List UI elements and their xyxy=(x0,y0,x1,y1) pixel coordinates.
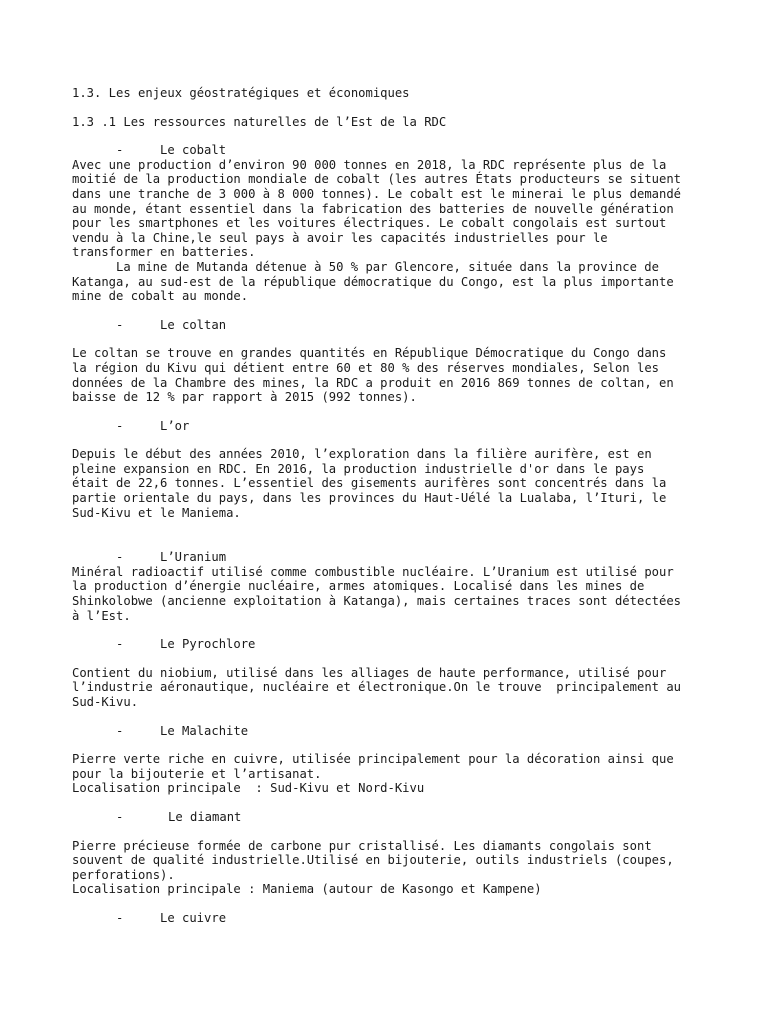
text-line: Sud-Kivu et le Maniema. xyxy=(72,505,241,520)
bullet-dash: - xyxy=(116,809,124,824)
section-heading: 1.3. Les enjeux géostratégiques et économiques xyxy=(72,86,410,100)
bullet-dash: - xyxy=(116,418,124,433)
bullet-dash: - xyxy=(116,910,124,925)
bullet-dash: - xyxy=(116,143,124,158)
text-line: Contient du niobium, utilisé dans les alliages de haute performance, utilisé pour xyxy=(72,665,667,680)
bullet-uranium xyxy=(72,550,702,565)
paragraph-uranium xyxy=(72,565,702,623)
text-line: Sud-Kivu. xyxy=(72,695,139,709)
text-line: Avec une production d’environ 90 000 tonnes en 2018, la RDC représente plus de la xyxy=(72,157,667,172)
bullet-title: Le Malachite xyxy=(160,723,249,738)
text-line: Pierre précieuse formée de carbone pur cristallisé. Les diamants congolais sont xyxy=(72,838,652,853)
bullet-malachite xyxy=(72,724,702,739)
text-line: Pierre verte riche en cuivre, utilisée principalement pour la décoration ainsi que xyxy=(72,752,674,767)
document-page xyxy=(72,86,702,926)
text-line: à l’Est. xyxy=(72,608,131,623)
bullet-title: Le cobalt xyxy=(160,143,227,158)
text-line: pleine expansion en RDC. En 2016, la production industrielle d'or dans le pays xyxy=(72,461,645,476)
text-line: Le coltan se trouve en grandes quantités en République Démocratique du Congo dans xyxy=(72,346,667,361)
paragraph-diamant xyxy=(72,839,702,897)
text-line: la région du Kivu qui détient entre 60 et 80 % des réserves mondiales, Selon les xyxy=(72,360,659,375)
text-line: Localisation principale : Sud-Kivu et Nord-Kivu xyxy=(72,781,425,796)
text-line: la production d’énergie nucléaire, armes atomiques. Localisé dans les mines de xyxy=(72,579,645,594)
text-line: partie orientale du pays, dans les provinces du Haut-Uélé la Lualaba, l’Ituri, le xyxy=(72,491,667,506)
text-line: souvent de qualité industrielle.Utilisé en bijouterie, outils industriels (coupes, xyxy=(72,853,674,868)
text-line: mine de cobalt au monde. xyxy=(72,289,249,304)
paragraph-cobalt xyxy=(72,158,702,304)
bullet-title: L’Uranium xyxy=(160,550,227,565)
bullet-cobalt xyxy=(72,143,702,158)
bullet-pyrochlore xyxy=(72,637,702,652)
paragraph-or xyxy=(72,447,702,520)
text-line: Shinkolobwe (ancienne exploitation à Katanga), mais certaines traces sont détectées xyxy=(72,594,682,609)
text-line: Katanga, au sud-est de la république démocratique du Congo, est la plus importante xyxy=(72,274,674,289)
bullet-dash: - xyxy=(116,723,124,738)
text-line: au monde, étant essentiel dans la fabrication des batteries de nouvelle génération xyxy=(72,201,674,216)
text-line: pour les smartphones et les voitures électriques. Le cobalt congolais est surtout xyxy=(72,216,667,231)
text-line: Minéral radioactif utilisé comme combustible nucléaire. L’Uranium est utilisé pour xyxy=(72,564,674,579)
text-line: Localisation principale : Maniema (autour de Kasongo et Kampene) xyxy=(72,882,542,897)
text-line: données de la Chambre des mines, la RDC a produit en 2016 869 tonnes de coltan, en xyxy=(72,375,674,390)
bullet-title: Le diamant xyxy=(168,809,242,824)
text-line: transformer en batteries. xyxy=(72,245,256,260)
paragraph-pyrochlore xyxy=(72,666,702,710)
text-line: baisse de 12 % par rapport à 2015 (992 tonnes). xyxy=(72,390,417,405)
paragraph-malachite xyxy=(72,752,702,796)
text-line: perforations). xyxy=(72,867,175,882)
bullet-or xyxy=(72,419,702,434)
bullet-coltan xyxy=(72,318,702,333)
bullet-dash: - xyxy=(116,550,124,565)
subsection-heading: 1.3 .1 Les ressources naturelles de l’Est de la RDC xyxy=(72,114,447,129)
bullet-diamant xyxy=(72,810,702,825)
bullet-title: Le coltan xyxy=(160,317,227,332)
text-line: vendu à la Chine,le seul pays à avoir les capacités industrielles pour le xyxy=(72,230,608,245)
bullet-dash: - xyxy=(116,317,124,332)
text-line: Depuis le début des années 2010, l’exploration dans la filière aurifère, est en xyxy=(72,447,652,462)
text-line: dans une tranche de 3 000 à 8 000 tonnes). Le cobalt est le minerai le plus demandé xyxy=(72,186,682,201)
bullet-title: Le Pyrochlore xyxy=(160,637,256,652)
bullet-dash: - xyxy=(116,637,124,652)
paragraph-coltan xyxy=(72,346,702,404)
text-line: moitié de la production mondiale de cobalt (les autres États producteurs se situent xyxy=(72,172,682,187)
text-line: était de 22,6 tonnes. L’essentiel des gisements aurifères sont concentrés dans la xyxy=(72,476,667,491)
bullet-title: L’or xyxy=(160,418,190,433)
bullet-cuivre xyxy=(72,911,702,926)
text-line: La mine de Mutanda détenue à 50 % par Glencore, située dans la province de xyxy=(116,259,659,274)
bullet-title: Le cuivre xyxy=(160,910,227,925)
text-line: l’industrie aéronautique, nucléaire et électronique.On le trouve principalement au xyxy=(72,680,682,695)
text-line: pour la bijouterie et l’artisanat. xyxy=(72,766,322,781)
